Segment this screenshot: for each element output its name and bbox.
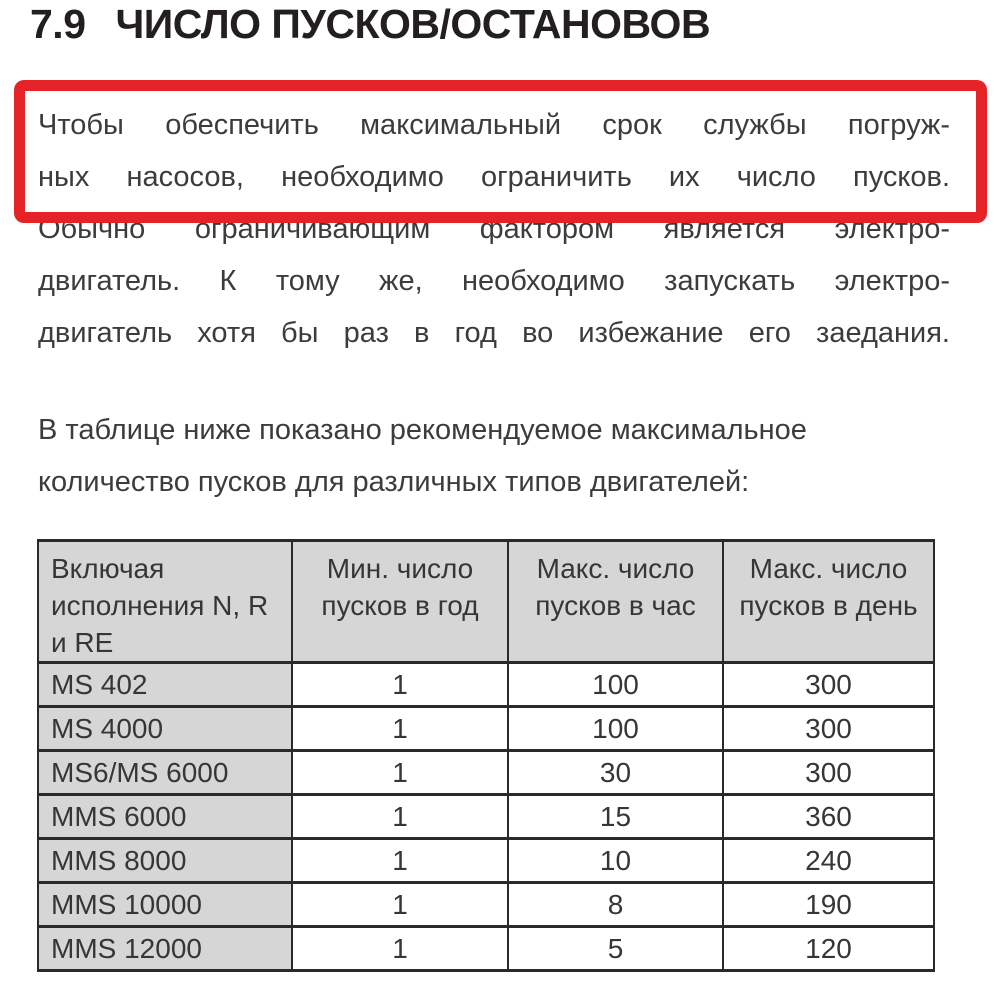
model-cell: MMS 10000 bbox=[38, 883, 292, 927]
table-row bbox=[38, 663, 934, 707]
table-row bbox=[38, 707, 934, 751]
paragraph-line: двигатель хотя бы раз в год во избежание его заедания. bbox=[38, 317, 950, 349]
table-intro-paragraph bbox=[38, 404, 950, 508]
table-row bbox=[38, 795, 934, 839]
model-cell: MS 4000 bbox=[38, 707, 292, 751]
max-day-cell: 240 bbox=[723, 839, 934, 883]
table-row bbox=[38, 751, 934, 795]
max-hour-cell: 8 bbox=[508, 883, 723, 927]
table-header-row bbox=[38, 541, 934, 663]
starts-table bbox=[37, 539, 935, 972]
max-hour-cell: 100 bbox=[508, 663, 723, 707]
table-row bbox=[38, 883, 934, 927]
min-year-cell: 1 bbox=[292, 839, 508, 883]
section-heading bbox=[30, 2, 994, 46]
min-year-cell: 1 bbox=[292, 663, 508, 707]
intro-paragraph bbox=[38, 99, 950, 359]
max-day-cell: 190 bbox=[723, 883, 934, 927]
header-cell-model: Включая исполнения N, R и RE bbox=[38, 541, 292, 663]
max-hour-cell: 100 bbox=[508, 707, 723, 751]
table-row bbox=[38, 927, 934, 971]
header-cell-min-starts-year: Мин. число пусков в год bbox=[292, 541, 508, 663]
paragraph-line: В таблице ниже показано рекомендуемое максимальное bbox=[38, 414, 807, 446]
max-day-cell: 360 bbox=[723, 795, 934, 839]
min-year-cell: 1 bbox=[292, 795, 508, 839]
paragraph-line: ных насосов, необходимо ограничить их число пусков. bbox=[38, 161, 950, 193]
max-hour-cell: 5 bbox=[508, 927, 723, 971]
max-day-cell: 300 bbox=[723, 663, 934, 707]
paragraph-line: количество пусков для различных типов двигателей: bbox=[38, 466, 750, 498]
max-hour-cell: 15 bbox=[508, 795, 723, 839]
max-hour-cell: 30 bbox=[508, 751, 723, 795]
max-day-cell: 300 bbox=[723, 751, 934, 795]
max-hour-cell: 10 bbox=[508, 839, 723, 883]
section-number: 7.9 bbox=[30, 1, 86, 47]
model-cell: MMS 12000 bbox=[38, 927, 292, 971]
paragraph-line: двигатель. К тому же, необходимо запускать электро- bbox=[38, 265, 950, 297]
model-cell: MS 402 bbox=[38, 663, 292, 707]
min-year-cell: 1 bbox=[292, 707, 508, 751]
max-day-cell: 120 bbox=[723, 927, 934, 971]
header-cell-max-starts-hour: Макс. число пусков в час bbox=[508, 541, 723, 663]
table-row bbox=[38, 839, 934, 883]
paragraph-line: Чтобы обеспечить максимальный срок службы погруж- bbox=[38, 109, 950, 141]
min-year-cell: 1 bbox=[292, 751, 508, 795]
paragraph-line: Обычно ограничивающим фактором является электро- bbox=[38, 213, 950, 245]
header-cell-max-starts-day: Макс. число пусков в день bbox=[723, 541, 934, 663]
model-cell: MMS 6000 bbox=[38, 795, 292, 839]
section-title: ЧИСЛО ПУСКОВ/ОСТАНОВОВ bbox=[115, 1, 711, 47]
model-cell: MMS 8000 bbox=[38, 839, 292, 883]
min-year-cell: 1 bbox=[292, 927, 508, 971]
min-year-cell: 1 bbox=[292, 883, 508, 927]
model-cell: MS6/MS 6000 bbox=[38, 751, 292, 795]
max-day-cell: 300 bbox=[723, 707, 934, 751]
